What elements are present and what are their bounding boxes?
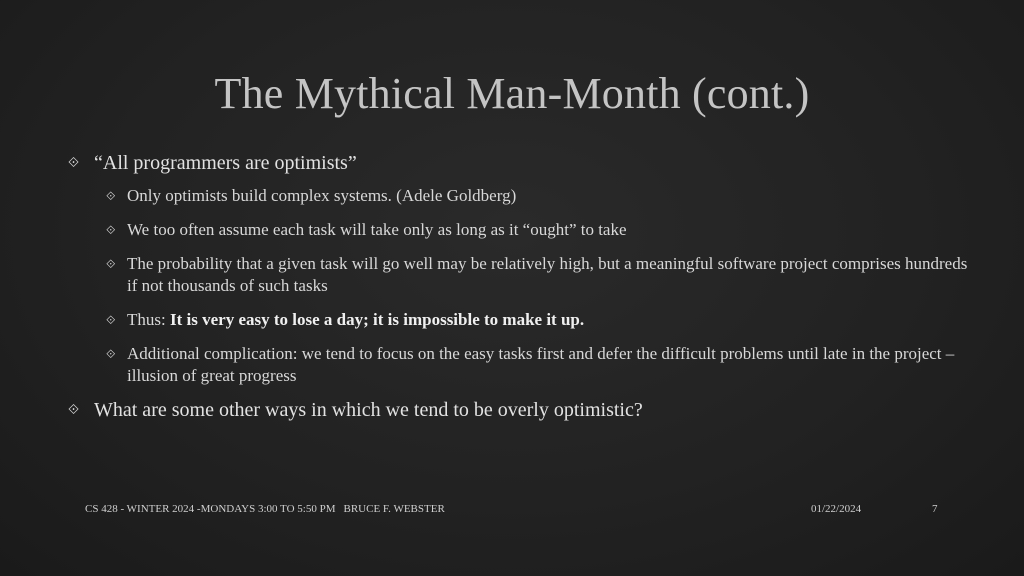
diamond-bullet-icon: ⟐ [68,156,80,171]
sub-bullet-item [106,309,968,331]
diamond-bullet-icon: ⟐ [106,223,116,237]
sub-bullet-list [94,185,968,387]
sub-bullet-item [106,253,968,297]
sub-bullet-text: Additional complication: we tend to focus on the easy tasks first and defer the difficult problems until late in the project – illusion of great progress [127,344,955,385]
footer-author: BRUCE F. WEBSTER [343,503,445,515]
sub-bullet-text: Only optimists build complex systems. (Adele Goldberg) [127,186,517,205]
bullet-item [68,397,968,423]
sub-bullet-item [106,219,968,241]
page-number: 7 [932,503,938,515]
diamond-bullet-icon: ⟐ [106,189,116,203]
diamond-bullet-icon: ⟐ [106,313,116,327]
sub-bullet-text: We too often assume each task will take only as long as it “ought” to take [127,220,627,239]
bullet-list [68,150,968,423]
diamond-bullet-icon: ⟐ [106,257,116,271]
sub-bullet-prefix: Thus: [127,310,170,329]
bullet-text: What are some other ways in which we tend to be overly optimistic? [94,399,643,421]
sub-bullet-item [106,343,968,387]
footer-course: CS 428 - WINTER 2024 -MONDAYS 3:00 TO 5:50 PM [85,503,336,515]
footer-date: 01/22/2024 [811,503,862,515]
footer-course-info [85,503,445,515]
slide-title: The Mythical Man-Month (cont.) [214,69,810,118]
diamond-bullet-icon: ⟐ [106,347,116,361]
bullet-text: “All programmers are optimists” [94,152,357,174]
bullet-item [68,150,968,387]
diamond-bullet-icon: ⟐ [68,403,80,418]
sub-bullet-bold-text: It is very easy to lose a day; it is impossible to make it up. [169,310,585,329]
sub-bullet-item [106,185,968,207]
sub-bullet-text: The probability that a given task will go well may be relatively high, but a meaningful software project comprises hundreds if not thousands of such tasks [127,254,968,295]
